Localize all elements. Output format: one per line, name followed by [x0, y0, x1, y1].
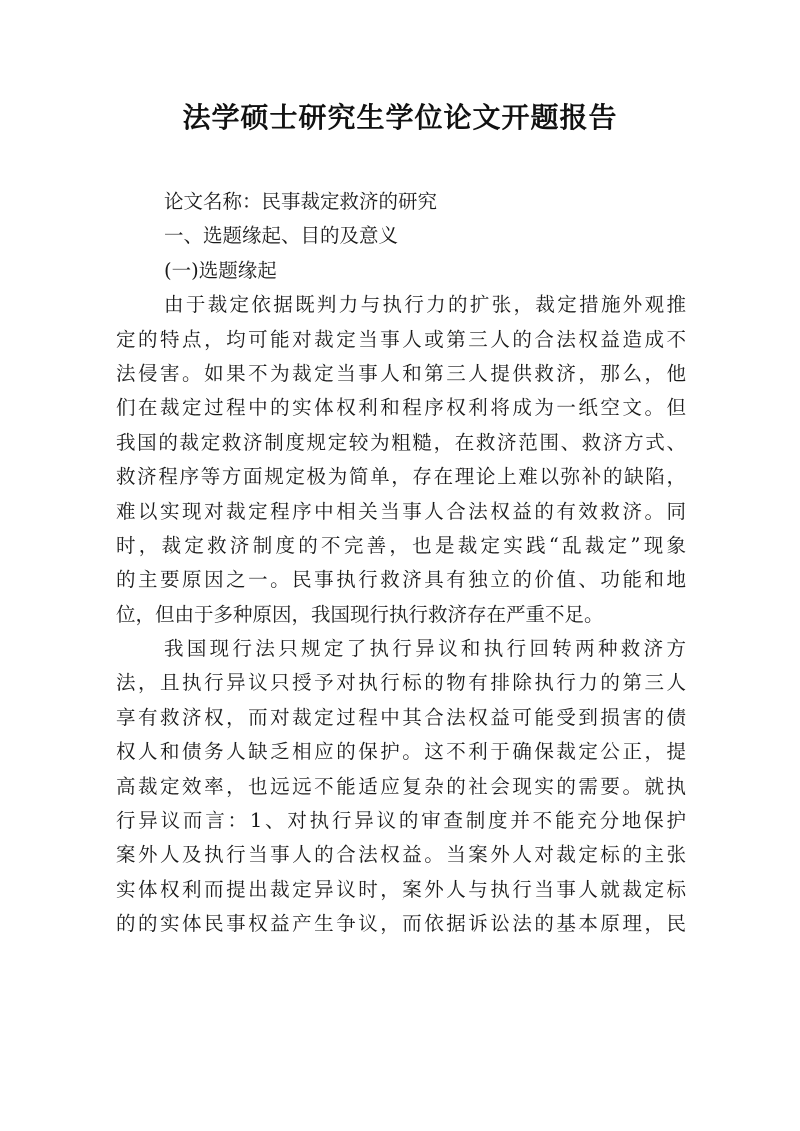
body-line: 享有救济权，而对裁定过程中其合法权益可能受到损害的债 — [116, 705, 686, 729]
body-line: 难以实现对裁定程序中相关当事人合法权益的有效救济。同 — [116, 499, 686, 523]
body-line: 我国现行法只规定了执行异议和执行回转两种救济方 — [164, 637, 686, 661]
body-line: 法侵害。如果不为裁定当事人和第三人提供救济，那么，他 — [116, 361, 686, 385]
body-line: 行异议而言：1、对执行异议的审查制度并不能充分地保护 — [116, 809, 686, 833]
body-line: 实体权利而提出裁定异议时，案外人与执行当事人就裁定标 — [116, 877, 686, 901]
body-line: 们在裁定过程中的实体权利和程序权利将成为一纸空文。但 — [116, 396, 686, 420]
body-line: 由于裁定依据既判力与执行力的扩张，裁定措施外观推 — [164, 293, 686, 317]
body-line: 定的特点，均可能对裁定当事人或第三人的合法权益造成不 — [116, 327, 686, 351]
body-line: (一)选题缘起 — [164, 258, 277, 282]
body-line: 我国的裁定救济制度规定较为粗糙，在救济范围、救济方式、 — [116, 430, 686, 454]
body-line: 案外人及执行当事人的合法权益。当案外人对裁定标的主张 — [116, 843, 686, 867]
body-line: 时，裁定救济制度的不完善，也是裁定实践“乱裁定”现象 — [116, 533, 686, 557]
body-line: 论文名称：民事裁定救济的研究 — [164, 190, 438, 213]
body-line: 一、选题缘起、目的及意义 — [164, 224, 399, 248]
body-line: 高裁定效率，也远远不能适应复杂的社会现实的需要。就执 — [116, 774, 686, 798]
body-line: 位，但由于多种原因，我国现行执行救济存在严重不足。 — [116, 602, 604, 626]
body-line: 权人和债务人缺乏相应的保护。这不利于确保裁定公正，提 — [116, 740, 686, 764]
body-line: 的主要原因之一。民事执行救济具有独立的价值、功能和地 — [116, 568, 686, 592]
document-title: 法学硕士研究生学位论文开题报告 — [182, 101, 618, 134]
body-line: 的的实体民事权益产生争议，而依据诉讼法的基本原理，民 — [116, 912, 686, 936]
body-line: 法，且执行异议只授予对执行标的物有排除执行力的第三人 — [116, 671, 686, 695]
document-body — [116, 185, 686, 942]
body-line: 救济程序等方面规定极为简单，存在理论上难以弥补的缺陷， — [116, 465, 686, 489]
